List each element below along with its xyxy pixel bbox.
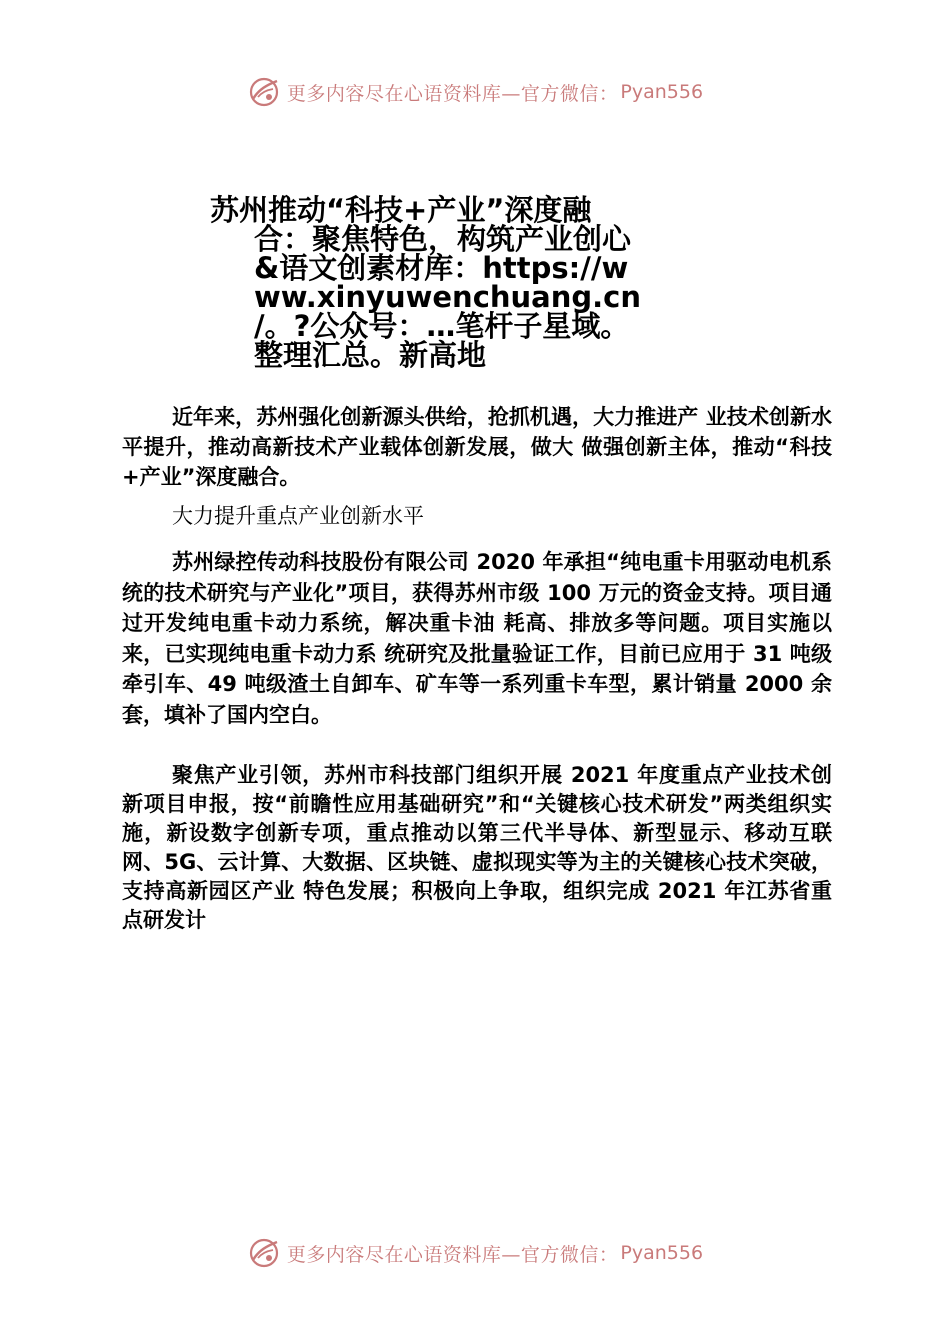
title-line-1: 苏州推动“科技+产业”深度融 bbox=[210, 193, 592, 227]
title-line-5: /。?公众号：…笔杆子星域。 bbox=[254, 309, 630, 343]
section-heading: 大力提升重点产业创新水平 bbox=[172, 504, 424, 528]
title-line-6: 整理汇总。新高地 bbox=[254, 338, 487, 372]
title-line-3: &语文创素材库：https://w bbox=[254, 251, 629, 285]
paragraph-intro: 近年来，苏州强化创新源头供给，抢抓机遇，大力推进产 业技术创新水平提升，推动高新技术产业载体创新发展，做大 做强创新主体，推动“科技+产业”深度融合。 bbox=[122, 405, 832, 489]
watermark-wechat-id: Pyan556 bbox=[620, 81, 704, 103]
watermark-text: 更多内容尽在心语资料库—官方微信： bbox=[286, 1243, 619, 1266]
watermark-logo-icon bbox=[247, 75, 281, 109]
paragraph-industry-focus: 聚焦产业引领，苏州市科技部门组织开展 2021 年度重点产业技术创新项目申报，按“前瞻性应用基础研究”和“关键核心技术研发”两类组织实施，新设数字创新专项，重点推动以第三代半导体、新型显示、移动互联网、5G、云计算、大数据、区块链、虚拟现实等为主的关键核心技术突破，支持高新园区产业 特色发展；积极向上争取，组织完成 2021 年江苏省重点研发计 bbox=[122, 763, 832, 932]
watermark-header bbox=[0, 72, 950, 112]
paragraph-case-study: 苏州绿控传动科技股份有限公司 2020 年承担“纯电重卡用驱动电机系统的技术研究与产业化”项目，获得苏州市级 100 万元的资金支持。项目通过开发纯电重卡动力系统，解决重卡油 耗高、排放多等问题。项目实施以来，已实现纯电重卡动力系 统研究及批量验证工作，目前已应用于 31 吨级牵引车、49 吨级渣土自卸车、矿车等一系列重卡车型，累计销量 2000 余套，填补了国内空白。 bbox=[122, 550, 832, 727]
title-line-2: 合：聚焦特色，构筑产业创心 bbox=[254, 222, 632, 256]
watermark-text: 更多内容尽在心语资料库—官方微信： bbox=[286, 82, 619, 105]
document-title bbox=[210, 193, 730, 372]
watermark-wechat-id: Pyan556 bbox=[620, 1242, 704, 1264]
watermark-logo-icon bbox=[247, 1236, 281, 1270]
watermark-footer bbox=[0, 1233, 950, 1273]
title-line-4: ww.xinyuwenchuang.cn bbox=[254, 280, 641, 314]
